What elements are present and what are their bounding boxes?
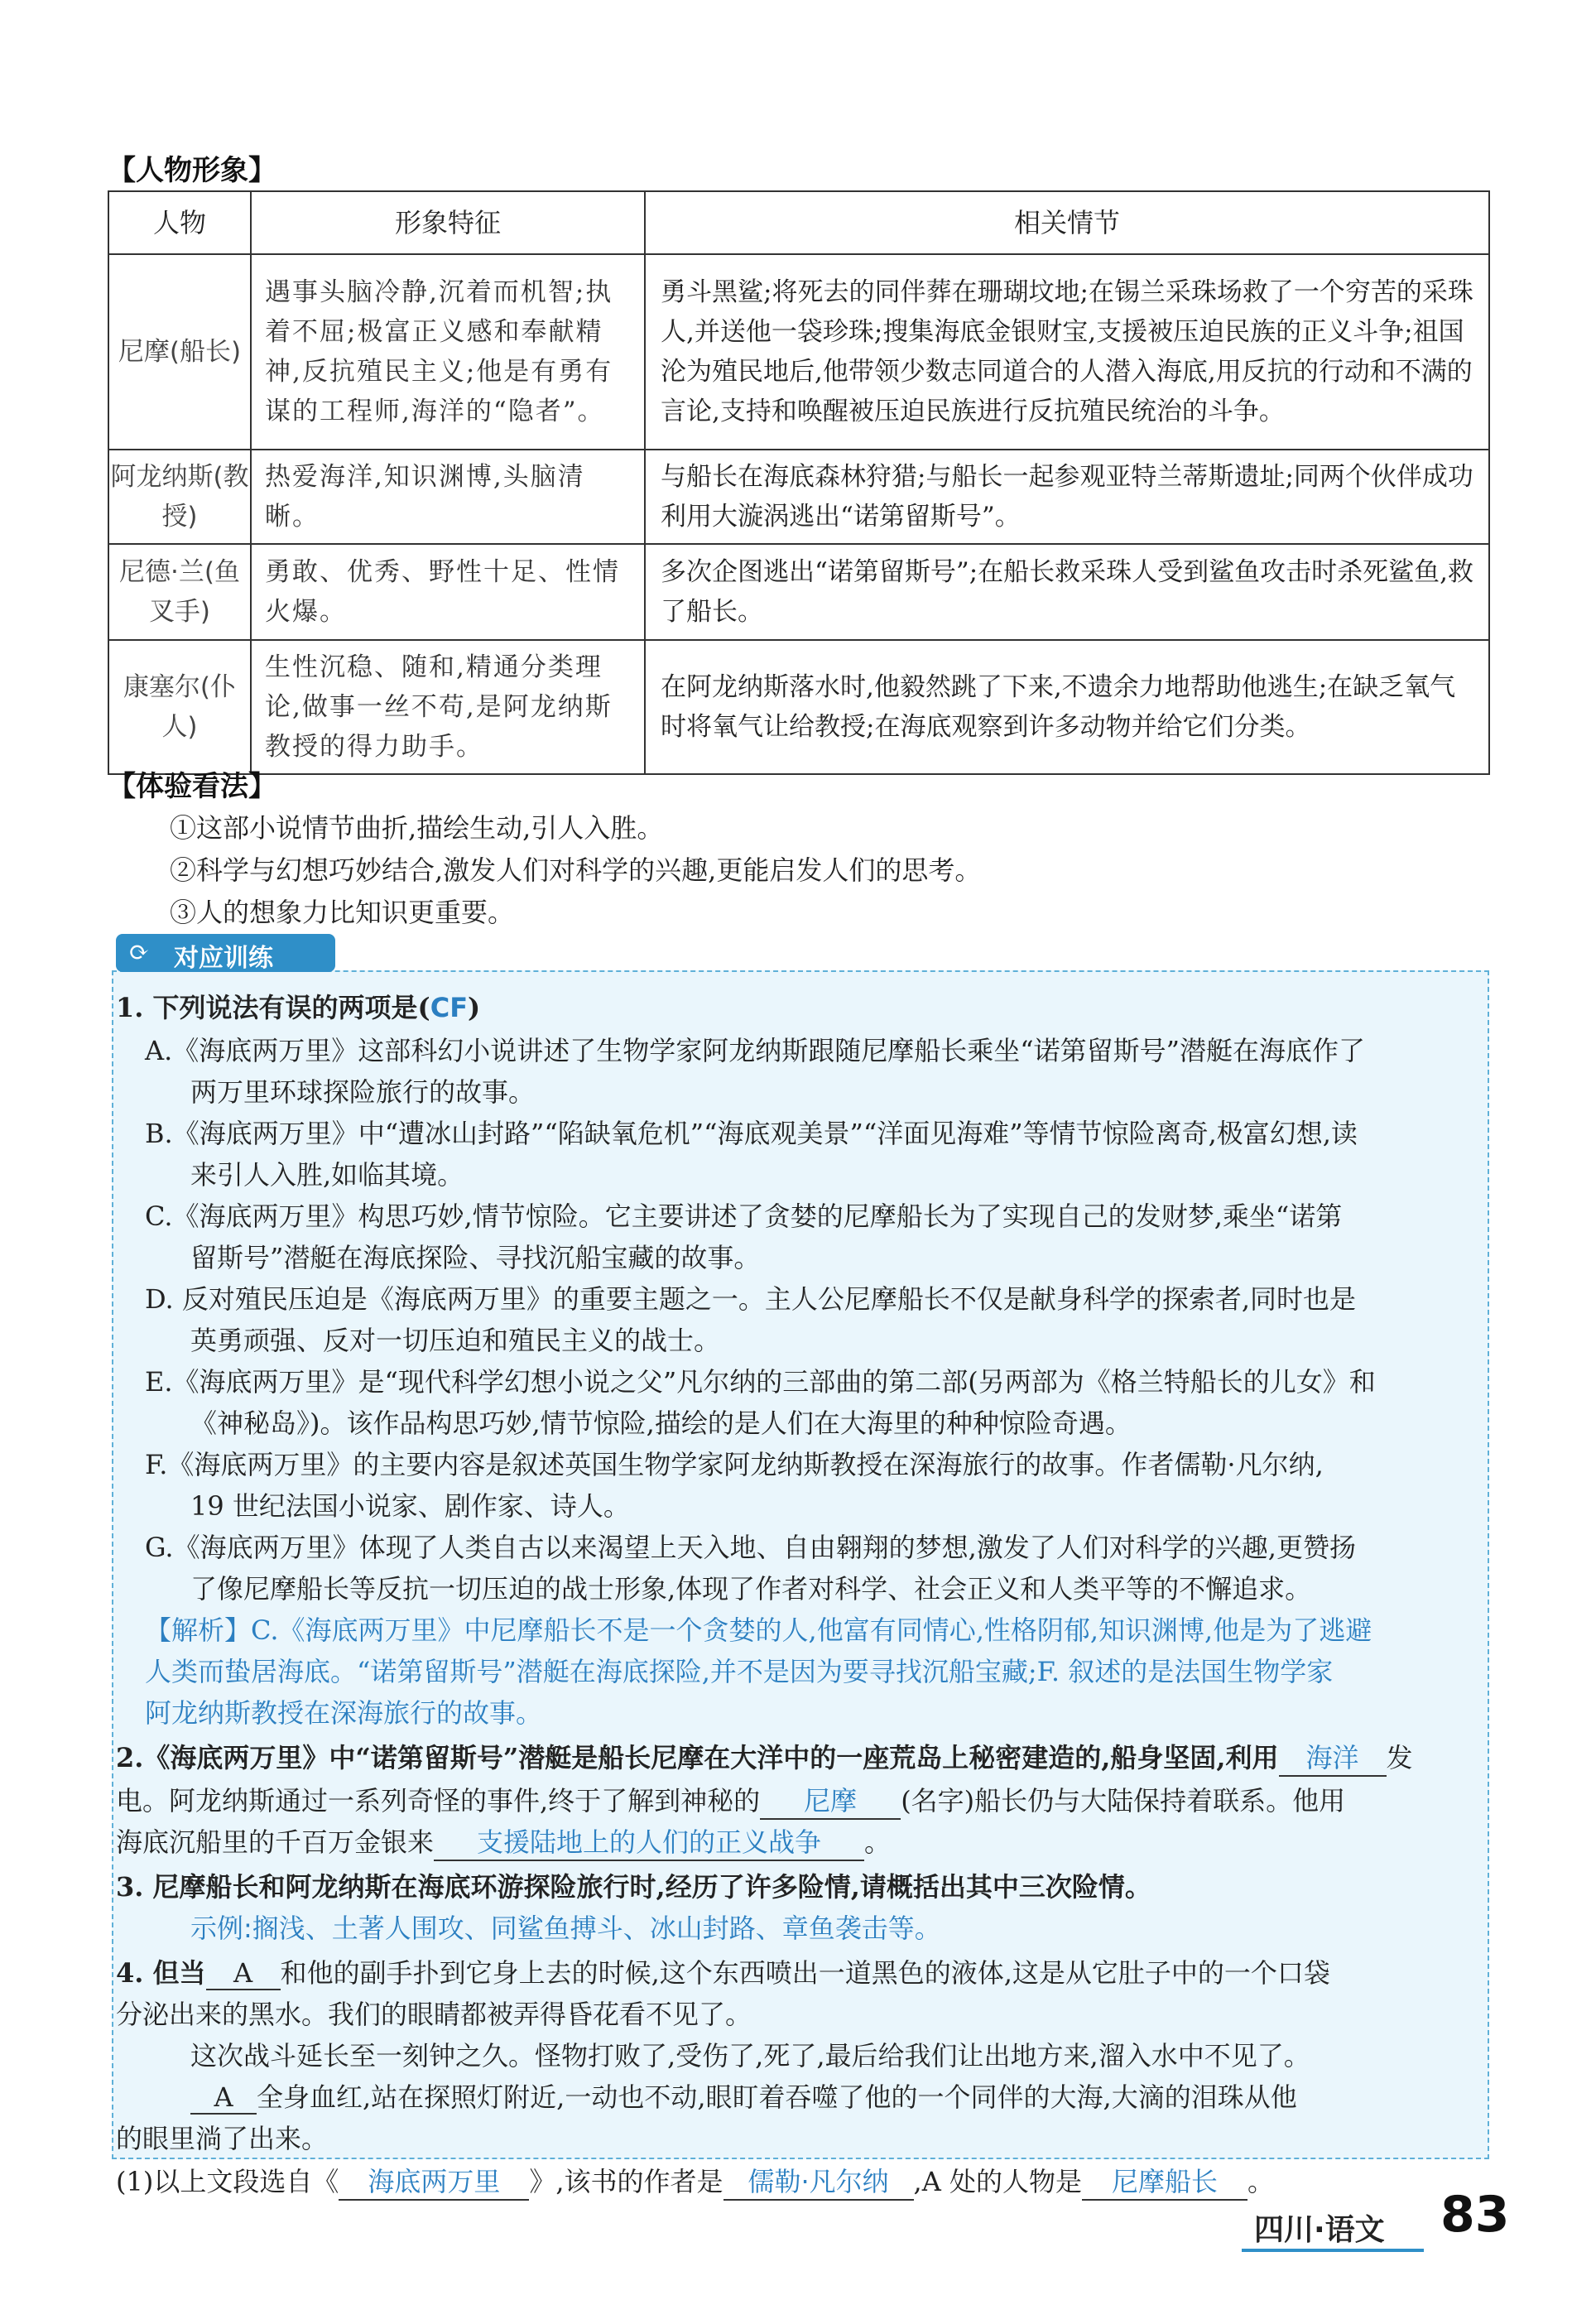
experience-item: ③人的想象力比知识更重要。 xyxy=(170,897,515,928)
q1-option-c-line1: C.《海底两万里》构思巧妙,情节惊险。它主要讲述了贪婪的尼摩船长为了实现自己的发财梦,乘坐“诺第 xyxy=(145,1201,1343,1232)
q2-text: 发 xyxy=(1386,1742,1413,1773)
question-4-para3-line1 xyxy=(190,2076,1297,2115)
q4-text: 和他的副手扑到它身上去的时候,这个东西喷出一道黑色的液体,这是从它肚子中的一个口袋 xyxy=(280,1957,1330,1989)
q1-option-e-line2: 《神秘岛》)。该作品构思巧妙,情节惊险,描绘的是人们在大海里的种种惊险奇遇。 xyxy=(190,1407,1132,1439)
characters-section-title: 【人物形象】 xyxy=(108,154,276,187)
table-row xyxy=(108,450,1489,544)
q2-text: (名字)船长仍与大陆保持着联系。他用 xyxy=(901,1785,1346,1816)
character-trait: 生性沉稳、随和,精通分类理论,做事一丝不苟,是阿龙纳斯教授的得力助手。 xyxy=(251,640,645,774)
footer-region: 四川·语文 xyxy=(1254,2213,1385,2247)
character-plot: 在阿龙纳斯落水时,他毅然跳了下来,不遗余力地帮助他逃生;在缺乏氧气时将氧气让给教授;在海底观察到许多动物并给它们分类。 xyxy=(645,640,1489,774)
q2-text: 海底沉船里的千百万金银来 xyxy=(116,1826,435,1858)
characters-table xyxy=(108,190,1490,775)
q1-analysis-line3: 阿龙纳斯教授在深海旅行的故事。 xyxy=(145,1697,543,1729)
refresh-icon: ⟳ xyxy=(128,938,150,967)
q4-sub1-blank-author: 儒勒·凡尔纳 xyxy=(723,2161,914,2201)
q2-blank-3: 支援陆地上的人们的正义战争 xyxy=(434,1821,864,1861)
q1-option-a-line2: 两万里环球探险旅行的故事。 xyxy=(190,1076,536,1108)
question-4-para2: 这次战斗延长至一刻钟之久。怪物打败了,受伤了,死了,最后给我们让出地方来,溜入水中不见了。 xyxy=(190,2040,1310,2071)
header-traits: 形象特征 xyxy=(251,191,645,254)
q1-stem-text: 1. 下列说法有误的两项是( xyxy=(116,992,430,1023)
table-header-row xyxy=(108,191,1489,254)
q4-sub1-blank-book: 海底两万里 xyxy=(339,2161,529,2201)
page-number: 83 xyxy=(1440,2186,1510,2244)
practice-badge-label: 对应训练 xyxy=(174,944,273,973)
q1-option-d-line1: D. 反对殖民压迫是《海底两万里》的重要主题之一。主人公尼摩船长不仅是献身科学的探索者,同时也是 xyxy=(145,1283,1357,1315)
footer-rule xyxy=(1242,2249,1424,2252)
experience-section-title: 【体验看法】 xyxy=(108,770,276,803)
practice-badge xyxy=(116,934,335,972)
q1-option-c-line2: 留斯号”潜艇在海底探险、寻找沉船宝藏的故事。 xyxy=(190,1242,761,1273)
q1-option-e-line1: E.《海底两万里》是“现代科学幻想小说之父”凡尔纳的三部曲的第二部(另两部为《格兰特船长的儿女》和 xyxy=(145,1366,1376,1398)
q4-sub1-text: 》,该书的作者是 xyxy=(529,2166,723,2197)
question-2-line3 xyxy=(116,1821,891,1861)
q1-answer: CF xyxy=(430,992,469,1023)
character-trait: 热爱海洋,知识渊博,头脑清晰。 xyxy=(251,450,645,544)
q1-option-b-line2: 来引人入胜,如临其境。 xyxy=(190,1159,464,1191)
q3-answer: 示例:搁浅、土著人围攻、同鲨鱼搏斗、冰山封路、章鱼袭击等。 xyxy=(190,1913,941,1944)
question-2-line2 xyxy=(116,1780,1345,1820)
q4-sub1-text: 。 xyxy=(1247,2166,1275,2197)
question-3-stem: 3. 尼摩船长和阿龙纳斯在海底环游探险旅行时,经历了许多险情,请概括出其中三次险情。 xyxy=(116,1871,1151,1903)
table-row xyxy=(108,640,1489,774)
q1-option-b-line1: B.《海底两万里》中“遭冰山封路”“陷缺氧危机”“海底观美景”“洋面见海难”等情节惊险离奇,极富幻想,读 xyxy=(145,1118,1358,1149)
question-2-line1 xyxy=(116,1737,1413,1777)
q4-text: 全身血红,站在探照灯附近,一动也不动,眼盯着吞噬了他的一个同伴的大海,大滴的泪珠从他 xyxy=(257,2081,1297,2113)
q4-sub1-text: ,A 处的人物是 xyxy=(913,2166,1082,2197)
q4-blank-a: A xyxy=(206,1957,281,1990)
table-row xyxy=(108,544,1489,640)
character-name: 尼德·兰(鱼叉手) xyxy=(108,544,251,640)
q2-text: 。 xyxy=(864,1826,892,1858)
character-trait: 遇事头脑冷静,沉着而机智;执着不屈;极富正义感和奉献精神,反抗殖民主义;他是有勇有谋的工程师,海洋的“隐者”。 xyxy=(251,254,645,450)
question-4-para1-line2: 分泌出来的黑水。我们的眼睛都被弄得昏花看不见了。 xyxy=(116,1999,752,2030)
character-plot: 多次企图逃出“诺第留斯号”;在船长救采珠人受到鲨鱼攻击时杀死鲨鱼,救了船长。 xyxy=(645,544,1489,640)
q2-blank-2: 尼摩 xyxy=(760,1780,901,1820)
q4-sub1-blank-character: 尼摩船长 xyxy=(1082,2161,1247,2201)
character-name: 阿龙纳斯(教授) xyxy=(108,450,251,544)
character-plot: 勇斗黑鲨;将死去的同伴葬在珊瑚坟地;在锡兰采珠场救了一个穷苦的采珠人,并送他一袋珍珠;搜集海底金银财宝,支援被压迫民族的正义斗争;祖国沦为殖民地后,他带领少数志同道合的人潜入海底,用反抗的行动和不满的言论,支持和唤醒被压迫民族进行反抗殖民统治的斗争。 xyxy=(645,254,1489,450)
q1-option-g-line2: 了像尼摩船长等反抗一切压迫的战士形象,体现了作者对科学、社会正义和人类平等的不懈追求。 xyxy=(190,1573,1312,1605)
character-plot: 与船长在海底森林狩猎;与船长一起参观亚特兰蒂斯遗址;同两个伙伴成功利用大漩涡逃出“诺第留斯号”。 xyxy=(645,450,1489,544)
experience-item: ②科学与幻想巧妙结合,激发人们对科学的兴趣,更能启发人们的思考。 xyxy=(170,854,982,886)
character-name: 尼摩(船长) xyxy=(108,254,251,450)
question-4-sub1 xyxy=(116,2161,1274,2201)
character-trait: 勇敢、优秀、野性十足、性情火爆。 xyxy=(251,544,645,640)
q1-option-a-line1: A.《海底两万里》这部科幻小说讲述了生物学家阿龙纳斯跟随尼摩船长乘坐“诺第留斯号”潜艇在海底作了 xyxy=(145,1035,1366,1066)
q1-option-f-line2: 19 世纪法国小说家、剧作家、诗人。 xyxy=(190,1490,630,1522)
header-character: 人物 xyxy=(108,191,251,254)
q1-stem-close: ) xyxy=(468,992,481,1023)
q1-option-g-line1: G.《海底两万里》体现了人类自古以来渴望上天入地、自由翱翔的梦想,激发了人们对科学的兴趣,更赞扬 xyxy=(145,1532,1356,1563)
q4-text: 4. 但当 xyxy=(116,1957,206,1989)
character-name: 康塞尔(仆人) xyxy=(108,640,251,774)
q2-text: 2.《海底两万里》中“诺第留斯号”潜艇是船长尼摩在大洋中的一座荒岛上秘密建造的,船身坚固,利用 xyxy=(116,1742,1279,1773)
q4-blank-a2: A xyxy=(190,2081,257,2115)
question-1-stem xyxy=(116,987,480,1025)
question-4-para1-line1 xyxy=(116,1952,1330,1990)
experience-item: ①这部小说情节曲折,描绘生动,引人入胜。 xyxy=(170,812,664,844)
q1-option-f-line1: F.《海底两万里》的主要内容是叙述英国生物学家阿龙纳斯教授在深海旅行的故事。作者儒勒·凡尔纳, xyxy=(145,1449,1324,1480)
header-plot: 相关情节 xyxy=(645,191,1489,254)
q2-text: 电。阿龙纳斯通过一系列奇怪的事件,终于了解到神秘的 xyxy=(116,1785,761,1816)
table-row xyxy=(108,254,1489,450)
q1-option-d-line2: 英勇顽强、反对一切压迫和殖民主义的战士。 xyxy=(190,1325,721,1356)
q2-blank-1: 海洋 xyxy=(1279,1737,1387,1777)
q4-sub1-text: (1)以上文段选自《 xyxy=(116,2166,339,2197)
question-4-para3-line2: 的眼里淌了出来。 xyxy=(116,2123,329,2154)
q1-analysis-line2: 人类而蛰居海底。“诺第留斯号”潜艇在海底探险,并不是因为要寻找沉船宝藏;F. 叙述的是法国生物学家 xyxy=(145,1656,1334,1687)
q1-analysis-line1: 【解析】C.《海底两万里》中尼摩船长不是一个贪婪的人,他富有同情心,性格阴郁,知识渊博,他是为了逃避 xyxy=(145,1614,1372,1646)
